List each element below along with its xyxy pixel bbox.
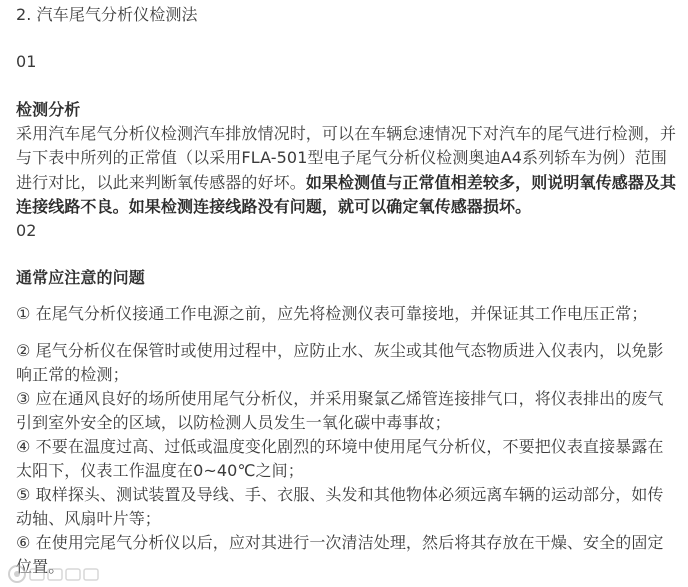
paragraph-text-bold: 如果检测值与正常值相差较多，则说明氧传感器及其 xyxy=(305,173,677,192)
watermark-logo-icon xyxy=(6,563,102,585)
paragraph-text-normal: 进行对比，以此来判断氧传感器的好坏。 xyxy=(16,173,306,192)
list-item-4-cont: 太阳下，仪表工作温度在0~40℃之间； xyxy=(16,461,304,480)
list-item-4: ④ 不要在温度过高、过低或温度变化剧烈的环境中使用尾气分析仪，不要把仪表直接暴露在 xyxy=(16,437,664,456)
block-number-02: 02 xyxy=(16,221,37,240)
list-item-3-cont: 引到室外安全的区域，以防检测人员发生一氧化碳中毒事故； xyxy=(16,413,451,432)
list-item-6-cont: 位置。 xyxy=(16,557,65,576)
block-number-01: 01 xyxy=(16,52,37,71)
list-item-5: ⑤ 取样探头、测试装置及导线、手、衣服、头发和其他物体必须远离车辆的运动部分，如传 xyxy=(16,485,664,504)
paragraph-line-2: 与下表中所列的正常值（以采用FLA-501型电子尾气分析仪检测奥迪A4系列轿车为例）范围 xyxy=(16,148,667,167)
paragraph-line-3 xyxy=(16,171,676,195)
heading-precautions: 通常应注意的问题 xyxy=(16,268,145,287)
paragraph-line-4-bold: 连接线路不良。如果检测连接线路没有问题，就可以确定氧传感器损坏。 xyxy=(16,197,532,216)
paragraph-line-1: 采用汽车尾气分析仪检测汽车排放情况时，可以在车辆怠速情况下对汽车的尾气进行检测，并 xyxy=(16,124,677,143)
list-item-5-cont: 动轴、风扇叶片等； xyxy=(16,509,161,528)
list-item-6: ⑥ 在使用完尾气分析仪以后，应对其进行一次清洁处理，然后将其存放在干燥、安全的固定 xyxy=(16,533,664,552)
list-item-2: ② 尾气分析仪在保管时或使用过程中，应防止水、灰尘或其他气态物质进入仪表内，以免影 xyxy=(16,341,664,360)
list-item-3: ③ 应在通风良好的场所使用尾气分析仪，并采用聚氯乙烯管连接排气口，将仪表排出的废气 xyxy=(16,389,664,408)
heading-analysis: 检测分析 xyxy=(16,100,81,119)
list-item-2-cont: 响正常的检测； xyxy=(16,365,129,384)
section-title: 2. 汽车尾气分析仪检测法 xyxy=(16,5,198,24)
list-item-1: ① 在尾气分析仪接通工作电源之前，应先将检测仪表可靠接地，并保证其工作电压正常； xyxy=(16,304,648,323)
